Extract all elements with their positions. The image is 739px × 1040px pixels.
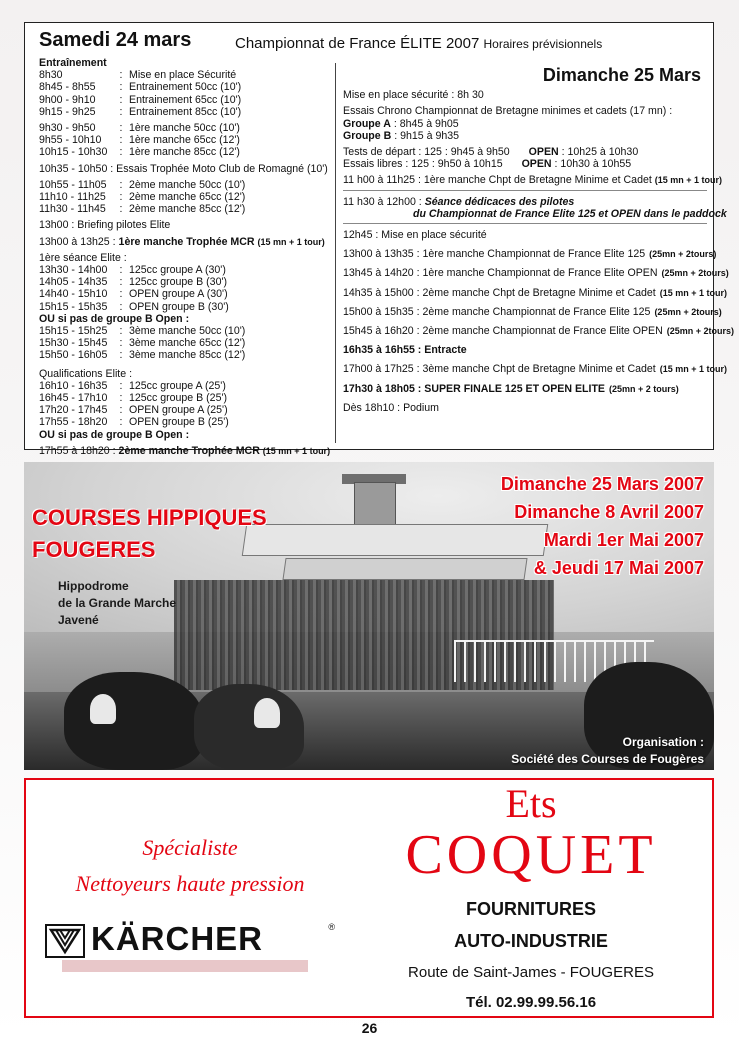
schedule-row	[39, 81, 339, 93]
third-heats	[39, 325, 339, 362]
row-colon: :	[119, 300, 123, 313]
row-colon: :	[119, 122, 123, 135]
row-colon: :	[119, 337, 123, 350]
row-time: 15h15 - 15h25	[39, 325, 108, 338]
training-blocks	[39, 69, 339, 158]
schedule-row	[39, 416, 339, 428]
races-title-line1: COURSES HIPPIQUES	[32, 505, 267, 530]
company-phone: Tél. 02.99.99.56.16	[465, 994, 597, 1011]
trophy-second-text: 2ème manche Trophée MCR	[118, 444, 260, 457]
schedule-row	[39, 301, 339, 313]
briefing-line: 13h00 : Briefing pilotes Elite	[39, 219, 171, 232]
championship-subtitle: Horaires prévisionnels	[483, 37, 603, 51]
row-time: 17h55 - 18h20	[39, 416, 108, 429]
horse-silhouette	[194, 684, 304, 770]
trophy-first-heat	[39, 236, 339, 248]
row-colon: :	[119, 93, 123, 106]
row-time: 15h50 - 16h05	[39, 349, 108, 362]
row-time: 10h55 - 11h05	[39, 178, 107, 191]
venue-line1: Hippodrome	[58, 579, 129, 593]
trophy-first-text: 1ère manche Trophée MCR	[118, 235, 255, 248]
row-time: 9h00 - 9h10	[39, 93, 96, 106]
row-description: Entrainement 85cc (10')	[129, 105, 242, 118]
chrono-intro: Essais Chrono Championnat de Bretagne minimes et cadets (17 mn) :	[343, 105, 673, 118]
sunday-row-text: 13h00 à 13h35 : 1ère manche Championnat de France Elite 125	[343, 248, 646, 261]
sunday-row-note: (25mn + 2tours)	[649, 249, 717, 260]
race-date: Mardi 1er Mai 2007	[543, 530, 704, 550]
sunday-row-text: Dès 18h10 : Podium	[343, 401, 439, 414]
column-divider	[335, 63, 336, 443]
championship-name: Championnat de France ÉLITE 2007	[235, 35, 480, 52]
schedule-row	[39, 392, 339, 404]
sunday-row-text: 16h35 à 16h55 : Entracte	[343, 344, 467, 357]
sunday-row-text: 15h45 à 16h20 : 2ème manche Championnat de France Elite OPEN	[343, 325, 663, 338]
sunday-row-text: 13h45 à 14h20 : 1ère manche Championnat de France Elite OPEN	[343, 267, 658, 280]
afternoon-schedule	[343, 229, 735, 414]
driver-silhouette	[90, 694, 116, 724]
sunday-schedule-row	[343, 229, 707, 241]
row-description: 2ème manche 50cc (10')	[129, 178, 246, 191]
supplies-label: FOURNITURES	[466, 899, 596, 919]
schedule-box	[24, 22, 735, 457]
line-1100-text: 11 h00 à 11h25 : 1ère manche Chpt de Bretagne Minime et Cadet	[343, 174, 652, 187]
schedule-row	[39, 349, 339, 361]
sunday-row-note: (25mn + 2tours)	[661, 268, 729, 279]
romagne-trials: 10h35 - 10h50 : Essais Trophée Moto Club de Romagné (10')	[39, 162, 328, 175]
ets-label: Ets	[505, 781, 557, 826]
row-description: 3ème manche 65cc (12')	[129, 337, 246, 350]
row-colon: :	[119, 379, 123, 392]
schedule-row	[39, 106, 339, 118]
row-colon: :	[119, 325, 123, 338]
row-description: 1ère manche 50cc (10')	[129, 122, 240, 135]
sunday-schedule-row	[343, 383, 707, 395]
row-time: 9h55 - 10h10	[39, 134, 102, 147]
start-tests-open-time: : 10h25 à 10h30	[561, 146, 639, 159]
row-description: 125cc groupe A (30')	[129, 264, 226, 277]
coquet-panel	[356, 780, 706, 1012]
or-if-no-group-b-2: OU si pas de groupe B Open :	[39, 428, 190, 441]
hippodrome-venue	[58, 578, 176, 629]
row-time: 13h30 - 14h00	[39, 264, 108, 277]
signing-text: Séance dédicaces des pilotes	[424, 195, 575, 208]
elite-first-heading: 1ère séance Elite :	[39, 251, 127, 264]
or-if-no-group-b-1: OU si pas de groupe B Open :	[39, 312, 190, 325]
row-description: 125cc groupe B (30')	[129, 276, 228, 289]
row-colon: :	[119, 134, 123, 147]
row-colon: :	[119, 105, 123, 118]
company-name: COQUET	[405, 824, 657, 886]
registered-mark: ®	[328, 922, 335, 932]
schedule-row	[39, 288, 339, 300]
start-tests-125: Tests de départ : 125 : 9h45 à 9h50	[343, 146, 510, 159]
sunday-schedule-row	[343, 305, 722, 318]
sunday-row-text: 15h00 à 15h35 : 2ème manche Championnat de France Elite 125	[343, 305, 651, 318]
sunday-title: Dimanche 25 Mars	[542, 65, 701, 85]
start-tests-line	[343, 146, 707, 158]
schedule-row	[39, 122, 339, 134]
row-colon: :	[119, 349, 123, 362]
group-a-label: Groupe A	[343, 117, 391, 130]
row-colon: :	[119, 264, 123, 277]
free-practice-open-time: : 10h30 à 10h55	[554, 158, 632, 171]
row-description: 1ère manche 85cc (12')	[129, 146, 240, 159]
sunday-row-note: (25mn + 2tours)	[654, 306, 722, 317]
group-b-time: : 9h15 à 9h35	[394, 129, 460, 142]
race-date: Dimanche 8 Avril 2007	[514, 502, 704, 522]
sunday-row-text: 12h45 : Mise en place sécurité	[343, 229, 487, 242]
row-description: 125cc groupe A (25')	[129, 379, 226, 392]
karcher-emblem-icon	[45, 924, 85, 958]
row-description: 2ème manche 65cc (12')	[129, 191, 246, 204]
schedule-row	[39, 134, 339, 146]
line-1100-note: (15 mn + 1 tour)	[654, 175, 723, 186]
row-time: 9h30 - 9h50	[39, 122, 96, 135]
judges-tower	[354, 482, 396, 530]
pressure-washers-text: Nettoyeurs haute pression	[75, 871, 305, 896]
row-description: 2ème manche 85cc (12')	[129, 203, 246, 216]
grandstand-upper-deck	[282, 558, 527, 580]
row-time: 8h45 - 8h55	[39, 81, 96, 94]
sunday-schedule-row	[343, 402, 707, 414]
sunday-row-note: (25mn + 2 tours)	[609, 383, 679, 394]
company-address: Route de Saint-James - FOUGERES	[408, 964, 654, 981]
karcher-logo	[45, 920, 335, 960]
row-colon: :	[119, 69, 123, 82]
schedule-row	[39, 146, 339, 158]
horse-silhouette	[64, 672, 204, 770]
pink-underline-bar	[62, 960, 308, 972]
karcher-wordmark: KÄRCHER	[91, 920, 263, 957]
schedule-row	[39, 179, 339, 191]
group-b-line	[343, 130, 707, 142]
signing-session	[343, 196, 707, 208]
row-time: 17h20 - 17h45	[39, 404, 108, 417]
sunday-schedule-row	[343, 286, 727, 299]
row-colon: :	[119, 276, 123, 289]
row-description: Entrainement 50cc (10')	[129, 81, 242, 94]
row-description: OPEN groupe B (25')	[129, 416, 229, 429]
row-colon: :	[119, 392, 123, 405]
championship-title	[235, 35, 602, 52]
races-title	[32, 502, 292, 566]
schedule-row	[39, 191, 339, 203]
row-colon: :	[119, 81, 123, 94]
schedule-row	[39, 264, 339, 276]
row-time: 8h30	[39, 69, 63, 82]
industry-label: AUTO-INDUSTRIE	[454, 931, 608, 951]
organiser	[511, 734, 704, 768]
row-description: OPEN groupe B (30')	[129, 300, 229, 313]
row-description: 125cc groupe B (25')	[129, 392, 228, 405]
row-description: Mise en place Sécurité	[129, 69, 237, 82]
qualification-rows	[39, 380, 339, 429]
venue-line2: de la Grande Marche	[58, 596, 177, 610]
sunday-row-note: (15 mn + 1 tour)	[659, 287, 727, 298]
schedule-row	[39, 404, 339, 416]
row-time: 16h45 - 17h10	[39, 392, 108, 405]
saturday-column	[39, 57, 339, 473]
sunday-row-text: 17h30 à 18h05 : SUPER FINALE 125 ET OPEN ELITE	[343, 382, 605, 395]
saturday-title: Samedi 24 mars	[39, 29, 192, 51]
row-time: 11h10 - 11h25	[39, 191, 106, 204]
signing-time: 11 h30 à 12h00 :	[343, 195, 422, 208]
races-title-line2: FOUGERES	[32, 537, 156, 562]
sunday-row-text: 17h00 à 17h25 : 3ème manche Chpt de Bretagne Minime et Cadet	[343, 363, 656, 376]
row-description: Entrainement 65cc (10')	[129, 93, 242, 106]
sunday-schedule-row	[343, 325, 735, 338]
trophy-first-time: 13h00 à 13h25 :	[39, 235, 116, 248]
sunday-schedule-row	[343, 344, 707, 356]
coquet-advertisement	[24, 778, 714, 1018]
row-colon: :	[119, 178, 123, 191]
schedule-row	[39, 69, 339, 81]
second-heats	[39, 179, 339, 216]
row-time: 11h30 - 11h45	[39, 203, 106, 216]
qualifications-heading: Qualifications Elite :	[39, 367, 133, 380]
group-b-label: Groupe B	[343, 129, 392, 142]
schedule-row	[39, 94, 339, 106]
sunday-row-note: (15 mn + 1 tour)	[659, 364, 727, 375]
row-time: 10h15 - 10h30	[39, 146, 108, 159]
horse-racing-banner	[24, 462, 714, 770]
sunday-row-note: (25mn + 2tours)	[666, 326, 735, 337]
row-description: OPEN groupe A (30')	[129, 288, 228, 301]
row-time: 14h40 - 15h10	[39, 288, 108, 301]
free-practice-line	[343, 158, 707, 170]
row-description: 3ème manche 50cc (10')	[129, 325, 246, 338]
race-dates	[501, 470, 704, 582]
row-colon: :	[119, 191, 123, 204]
row-description: 1ère manche 65cc (12')	[129, 134, 240, 147]
karcher-panel	[40, 830, 340, 960]
organiser-name: Société des Courses de Fougères	[511, 752, 704, 766]
venue-line3: Javené	[58, 613, 99, 627]
sunday-schedule-row	[343, 363, 727, 376]
schedule-row	[39, 203, 339, 215]
row-colon: :	[119, 288, 123, 301]
trophy-second-heat	[39, 445, 339, 457]
row-colon: :	[119, 203, 123, 216]
schedule-row	[39, 325, 339, 337]
row-time: 15h15 - 15h35	[39, 300, 108, 313]
row-time: 14h05 - 14h35	[39, 276, 108, 289]
sunday-security: Mise en place sécurité : 8h 30	[343, 89, 484, 102]
schedule-row	[39, 276, 339, 288]
free-practice-125: Essais libres : 125 : 9h50 à 10h15	[343, 158, 503, 171]
free-practice-open-label: OPEN	[521, 158, 552, 171]
trophy-first-note: (15 mn + 1 tour)	[257, 236, 325, 247]
race-date: & Jeudi 17 Mai 2007	[533, 558, 704, 578]
schedule-row	[39, 337, 339, 349]
row-description: 3ème manche 85cc (12')	[129, 349, 246, 362]
organiser-label: Organisation :	[622, 735, 704, 749]
group-a-line	[343, 118, 707, 130]
sunday-column	[343, 63, 735, 421]
row-time: 15h30 - 15h45	[39, 337, 108, 350]
elite-first-rows	[39, 264, 339, 313]
schedule-header	[39, 29, 705, 59]
signing-text-2: du Championnat de France Elite 125 et OPEN dans le paddock	[413, 207, 727, 220]
sunday-schedule-row	[343, 267, 729, 280]
group-a-time: : 8h45 à 9h05	[393, 117, 459, 130]
trophy-second-note: (15 mn + 1 tour)	[262, 445, 331, 456]
row-time: 9h15 - 9h25	[39, 105, 96, 118]
separator	[343, 190, 707, 191]
schedule-row	[39, 380, 339, 392]
line-1100	[343, 174, 723, 187]
driver-silhouette	[254, 698, 280, 728]
page-number: 26	[361, 1020, 378, 1036]
row-colon: :	[119, 146, 123, 159]
row-time: 16h10 - 16h35	[39, 379, 108, 392]
row-colon: :	[119, 404, 123, 417]
race-date: Dimanche 25 Mars 2007	[500, 474, 704, 494]
training-heading: Entraînement	[39, 57, 107, 69]
row-colon: :	[119, 416, 123, 429]
separator	[343, 223, 707, 224]
sunday-schedule-row	[343, 248, 717, 261]
sunday-row-text: 14h35 à 15h00 : 2ème manche Chpt de Bretagne Minime et Cadet	[343, 286, 656, 299]
specialist-text: Spécialiste	[142, 835, 238, 860]
trophy-second-time: 17h55 à 18h20 :	[39, 444, 116, 457]
row-description: OPEN groupe A (25')	[129, 404, 228, 417]
start-tests-open-label: OPEN	[528, 146, 559, 159]
